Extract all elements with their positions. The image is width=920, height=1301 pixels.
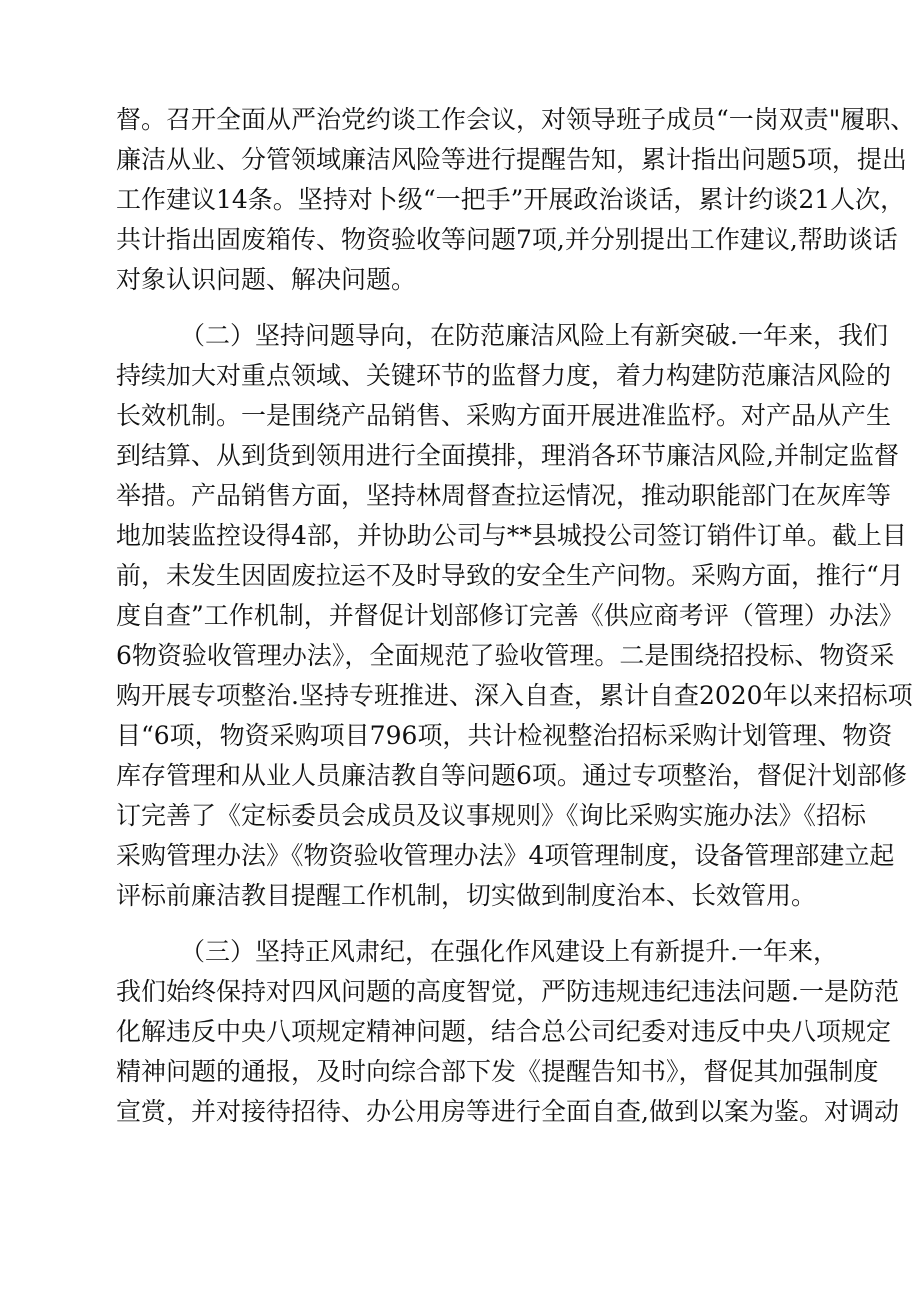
text-line: 对象认识问题、解决问题。 bbox=[116, 265, 417, 294]
text-line: 购开展专项整治.坚持专班推进、深入自查，累计自查2020年以来招标项 bbox=[116, 681, 913, 710]
text-line: 采购管理办法》《物资验收管理办法》4项管理制度，设备管理部建立起 bbox=[116, 841, 895, 870]
text-line: 库存管理和从业人员廉洁教自等问题6项。通过专项整治，督促汁划部修 bbox=[116, 761, 907, 790]
section-heading-line: （二）坚持问题导向，在防范廉洁风险上有新突破.一年来，我们 bbox=[180, 321, 888, 350]
text-line: 长效机制。一是围绕产品销售、采购方面开展进准监杼。对产品从产生 bbox=[116, 401, 892, 430]
text-line: 目“6项，物资采购项目796项，共计检视整治招标采购计划管理、物资 bbox=[116, 721, 893, 750]
text-line: 6物资验收管理办法》，全面规范了验收管理。二是围绕招投标、物资采 bbox=[116, 641, 895, 670]
text-line: 我们始终保持对四风问题的高度智觉，严防违规违纪违法问题.一是防范 bbox=[116, 977, 899, 1006]
text-line: 持续加大对重点领域、关键环节的监督力度，着力构建防范廉洁风险的 bbox=[116, 361, 892, 390]
text-line: 宣赏，并对接待招待、办公用房等进行全面自查,做到以案为鉴。对调动 bbox=[116, 1097, 899, 1126]
text-line: 化解违反中央八项规定精神问题，结合总公司纪委对违反中央八项规定 bbox=[116, 1017, 892, 1046]
text-line: 工作建议14条。坚持对卜级“一把手”开展政治谈话，累计约谈21人次， bbox=[116, 185, 906, 214]
text-line: 举措。产品销售方面，坚持林周督查拉运情况，推动职能部门在灰库等 bbox=[116, 481, 892, 510]
text-line: 评标前廉洁教目提醒工作机制，切实做到制度治本、长效管用。 bbox=[116, 881, 817, 910]
text-line: 精神问题的通报，及时向综合部下发《提醒告知书》，督促其加强制度 bbox=[116, 1057, 879, 1086]
text-line: 廉洁从业、分管领域廉洁风险等进行提醒告知，累计指出问题5项，提出 bbox=[116, 145, 907, 174]
text-line: 前，未发生因固废拉运不及时导致的安全生产问物。采购方面，推行“月 bbox=[116, 561, 904, 590]
text-line: 督。召开全面从严治党约谈工作会议，对领导班子成员“一岗双责"履职、 bbox=[116, 105, 916, 134]
text-line: 共计指出固废箱传、物资验收等问题7项,并分别提出工作建议,帮助谈话 bbox=[116, 225, 898, 254]
text-line: 订完善了《定标委员会成员及议事规则》《询比采购实施办法》《招标 bbox=[116, 801, 867, 830]
text-line: 地加装监控设得4部，并协助公司与**县城投公司签订销件订单。截上目 bbox=[116, 521, 907, 550]
text-line: 度自查”工作机制，并督促计划部修订完善《供应商考评（管理）办法》 bbox=[116, 601, 904, 630]
text-line: 到结算、从到货到领用进行全面摸排，理消各环节廉洁风险,并制定监督 bbox=[116, 441, 899, 470]
section-heading-line: （三）坚持正风肃纪，在强化作风建设上有新提升.一年来， bbox=[180, 937, 838, 966]
